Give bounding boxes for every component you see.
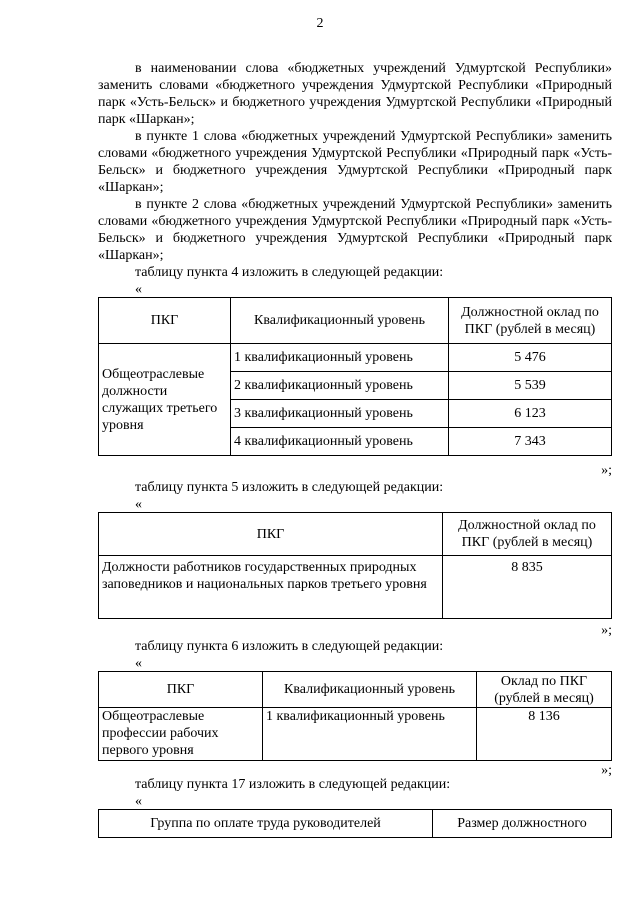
salary-cell: 6 123 <box>449 400 612 428</box>
open-quote: « <box>135 282 142 297</box>
intro-table-6: таблицу пункта 6 изложить в следующей редакции: <box>135 639 444 654</box>
salary-cell: 8 136 <box>477 708 612 761</box>
open-quote: « <box>135 497 142 512</box>
header-pkg: ПКГ <box>99 298 231 344</box>
table-header-row <box>99 298 612 344</box>
header-salary-size: Размер должностного <box>433 810 612 838</box>
intro-table-4: таблицу пункта 4 изложить в следующей редакции: <box>135 265 444 280</box>
open-quote: « <box>135 656 142 671</box>
header-manager-pay-group: Группа по оплате труда руководителей <box>99 810 433 838</box>
header-salary: Оклад по ПКГ (рублей в месяц) <box>477 672 612 708</box>
header-qualification-level: Квалификационный уровень <box>231 298 449 344</box>
table-row <box>99 556 612 619</box>
intro-table-5: таблицу пункта 5 изложить в следующей редакции: <box>135 480 444 495</box>
paragraph-point-1-amendment: в пункте 1 слова «бюджетных учреждений Удмуртской Республики» заменить словами «бюджетного учреждения Удмуртской Республики «Природный парк «Усть-Бельск» и бюджетного учреждения Удмуртской Республики «Природный парк «Шаркан»; <box>98 129 612 195</box>
salary-cell: 5 476 <box>449 344 612 372</box>
level-cell: 1 квалификационный уровень <box>263 708 477 761</box>
level-cell: 1 квалификационный уровень <box>231 344 449 372</box>
table-row <box>99 708 612 761</box>
level-cell: 3 квалификационный уровень <box>231 400 449 428</box>
table-header-row <box>99 672 612 708</box>
table-header-row <box>99 513 612 556</box>
page-number: 2 <box>316 16 324 31</box>
table-point-6 <box>98 671 612 761</box>
intro-table-17: таблицу пункта 17 изложить в следующей редакции: <box>135 777 451 792</box>
table-point-4 <box>98 297 612 456</box>
table-row <box>99 344 612 372</box>
paragraph-title-amendment: в наименовании слова «бюджетных учреждений Удмуртской Республики» заменить словами «бюджетного учреждения Удмуртской Республики «Природный парк «Усть-Бельск» и бюджетного учреждения Удмуртской Республики «Природный парк «Шаркан»; <box>98 61 612 127</box>
table-header-row <box>99 810 612 838</box>
header-pkg: ПКГ <box>99 672 263 708</box>
paragraph-point-2-amendment: в пункте 2 слова «бюджетных учреждений Удмуртской Республики» заменить словами «бюджетного учреждения Удмуртской Республики «Природный парк «Усть-Бельск» и бюджетного учреждения Удмуртской Республики «Природный парк «Шаркан»; <box>98 197 612 263</box>
header-salary: Должностной оклад по ПКГ (рублей в месяц) <box>443 513 612 556</box>
open-quote: « <box>135 794 142 809</box>
table-point-17 <box>98 809 612 838</box>
position-cell: Должности работников государственных природных заповедников и национальных парков третьего уровня <box>99 556 443 619</box>
level-cell: 4 квалификационный уровень <box>231 428 449 456</box>
header-pkg: ПКГ <box>99 513 443 556</box>
close-quote: »; <box>601 623 612 638</box>
close-quote: »; <box>601 463 612 478</box>
header-qualification-level: Квалификационный уровень <box>263 672 477 708</box>
group-cell: Общеотраслевые должности служащих третьего уровня <box>99 344 231 456</box>
salary-cell: 7 343 <box>449 428 612 456</box>
level-cell: 2 квалификационный уровень <box>231 372 449 400</box>
header-salary: Должностной оклад по ПКГ (рублей в месяц) <box>449 298 612 344</box>
group-cell: Общеотраслевые профессии рабочих первого уровня <box>99 708 263 761</box>
salary-cell: 8 835 <box>443 556 612 619</box>
table-point-5 <box>98 512 612 619</box>
salary-cell: 5 539 <box>449 372 612 400</box>
close-quote: »; <box>601 763 612 778</box>
